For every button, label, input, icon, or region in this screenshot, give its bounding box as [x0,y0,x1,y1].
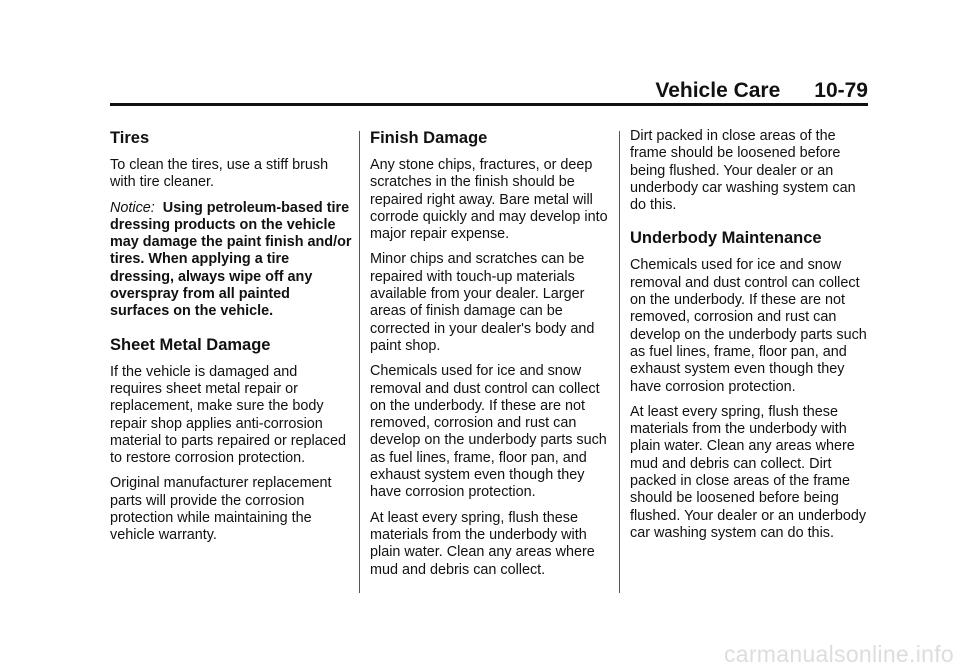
header-rule [110,103,868,106]
page-number: 10-79 [814,79,868,102]
sheet-metal-paragraph-2: Original manufacturer replacement parts will provide the corrosion protection while maintaining the vehicle warranty. [110,475,332,544]
column-1 [110,128,352,553]
finish-paragraph-1: Any stone chips, fractures, or deep scratches in the finish should be repaired right away. Bare metal will corrode quickly and may develop into major repair expense. [370,157,608,243]
page-header [110,80,868,102]
tires-heading: Tires [110,129,150,147]
continued-paragraph: Dirt packed in close areas of the frame should be loosened before being flushed. Your dealer or an underbody car washing system can do this. [630,128,856,214]
column-divider-1 [359,131,360,593]
tires-paragraph: To clean the tires, use a stiff brush with tire cleaner. [110,157,329,191]
finish-paragraph-2: Minor chips and scratches can be repaired with touch-up materials available from your dealer. Larger areas of finish damage can be corrected in your dealer's body and paint shop. [370,251,595,354]
finish-paragraph-3: Chemicals used for ice and snow removal and dust control can collect on the underbody. If these are not removed, corrosion and rust can develop on the underbody parts such as fuel lines, frame, floor pan, and exhaust system even though they have corrosion protection. [370,363,607,501]
column-divider-2 [619,131,620,593]
sheet-metal-paragraph-1: If the vehicle is damaged and requires sheet metal repair or replacement, make sure the body repair shop applies anti-corrosion material to parts repaired or replaced to restore corrosion protection. [110,363,346,467]
finish-paragraph-4: At least every spring, flush these materials from the underbody with plain water. Clean any areas where mud and debris can collect. [370,509,595,578]
underbody-paragraph-2: At least every spring, flush these materials from the underbody with plain water. Clean any areas where mud and debris can collect. Dirt packed in close areas of the frame should be loosened before being flushed. Your dealer or an underbody car washing system can do this. [630,403,867,541]
watermark: carmanualsonline.info [723,641,954,667]
sheet-metal-heading: Sheet Metal Damage [110,335,271,354]
notice-label: Notice: [110,199,155,216]
finish-damage-heading: Finish Damage [370,129,488,147]
underbody-maintenance-heading: Underbody Maintenance [630,229,822,248]
section-title: Vehicle Care [655,79,781,102]
notice-text: Using petroleum-based tire dressing products on the vehicle may damage the paint finish and/or tires. When applying a tire dressing, always wipe off any overspray from all painted surfaces on the vehicle. [110,199,352,320]
column-3 [630,128,870,550]
column-2 [370,128,610,587]
underbody-paragraph-1: Chemicals used for ice and snow removal and dust control can collect on the underbody. If these are not removed, corrosion and rust can develop on the underbody parts such as fuel lines, frame, floor pan, and exhaust system even though they have corrosion protection. [630,257,867,395]
notice-paragraph [110,200,352,321]
